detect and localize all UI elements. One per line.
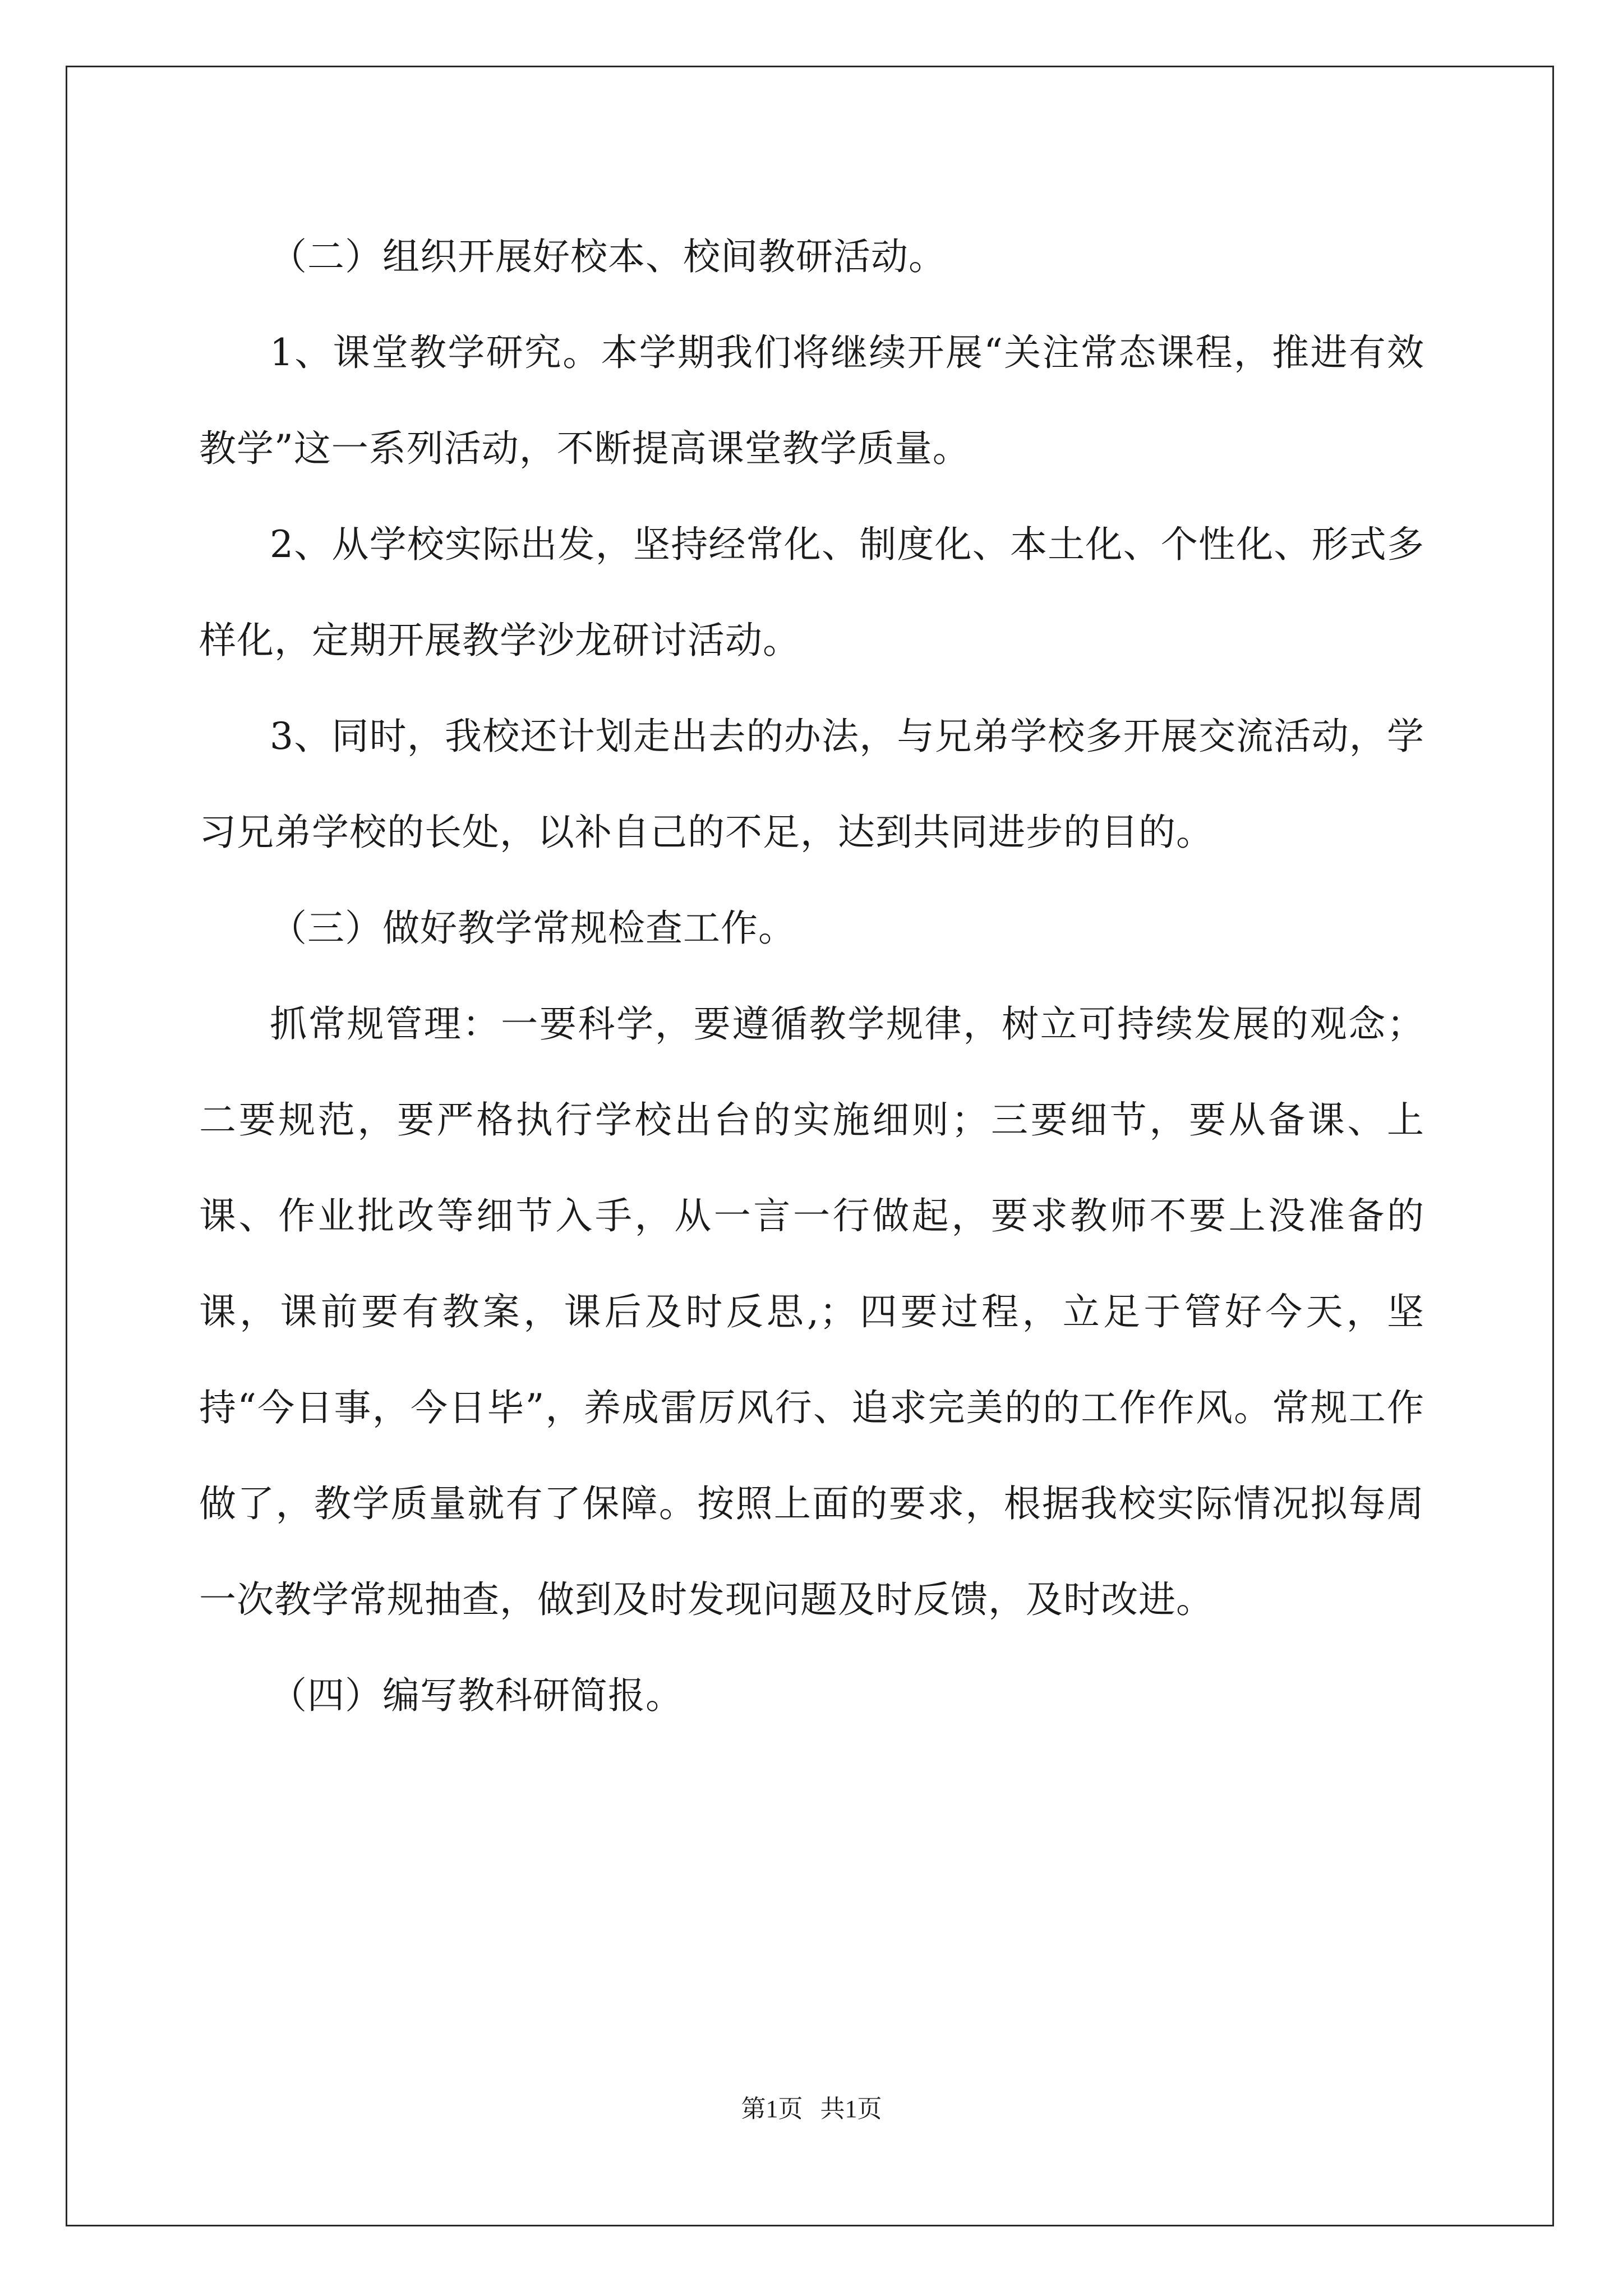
paragraph-heading-4: （四）编写教科研简报。: [270, 1674, 683, 1717]
paragraph-heading-3: （三）做好教学常规检查工作。: [270, 907, 796, 950]
paragraph-heading-2: （二）组织开展好校本、校间教研活动。: [270, 235, 946, 278]
page-number: 第1页: [741, 2095, 803, 2123]
paragraph-item-2: 2、从学校实际出发，坚持经常化、制度化、本土化、个性化、形式多样化，定期开展教学沙龙研讨活动。: [199, 523, 1424, 662]
paragraph-item-3: 3、同时，我校还计划走出去的办法，与兄弟学校多开展交流活动，学习兄弟学校的长处，以补自己的不足，达到共同进步的目的。: [199, 715, 1424, 854]
paragraph-routine-management: 抓常规管理：一要科学，要遵循教学规律，树立可持续发展的观念；二要规范，要严格执行学校出台的实施细则；三要细节，要从备课、上课、作业批改等细节入手，从一言一行做起，要求教师不要上没准备的课，课前要有教案，课后及时反思,；四要过程，立足于管好今天，坚持“今日事，今日毕”，养成雷厉风行、追求完美的的工作作风。常规工作做了，教学质量就有了保障。按照上面的要求，根据我校实际情况拟每周一次教学常规抽查，做到及时发现问题及时反馈，及时改进。: [199, 1002, 1424, 1621]
paragraph-item-1: 1、课堂教学研究。本学期我们将继续开展“关注常态课程，推进有效教学”这一系列活动，不断提高课堂教学质量。: [199, 331, 1424, 470]
page-footer: [0, 2092, 1623, 2126]
page-total: 共1页: [820, 2095, 882, 2123]
document-body: [199, 209, 1424, 1743]
